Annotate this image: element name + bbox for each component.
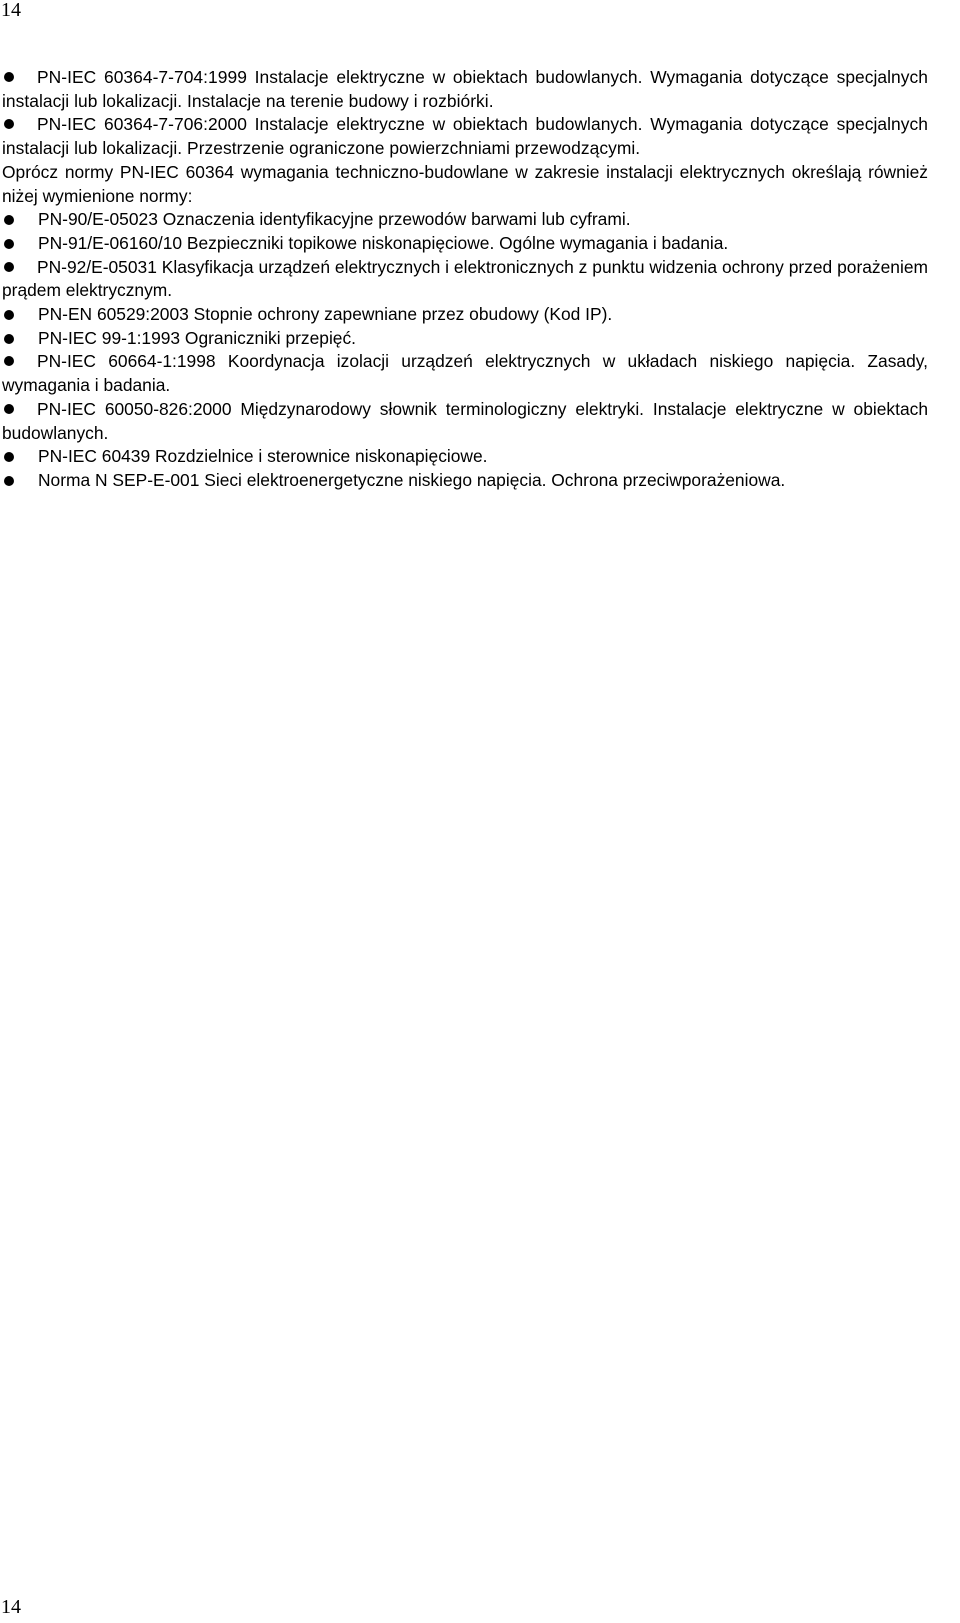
list-item [2,303,928,327]
bullet-icon [4,262,14,272]
bullet-icon [4,476,14,486]
list-item-text: Norma N SEP-E-001 Sieci elektroenergetyczne niskiego napięcia. Ochrona przeciwporażeniowa. [38,469,786,490]
list-item [2,66,928,113]
bullet-icon [4,215,14,225]
list-item [2,398,928,445]
bullet-icon [4,356,14,366]
page-number-bottom: 14 [1,1596,21,1618]
bullet-icon [4,404,14,414]
list-item [2,469,928,493]
list-item-text: PN-IEC 60364-7-706:2000 Instalacje elektryczne w obiektach budowlanych. Wymagania dotyczące specjalnych instalacji lub lokalizacji. Przestrzenie ograniczone powierzchniami przewodzącymi. [2,114,928,159]
bullet-icon [4,334,14,344]
list-item-text: PN-IEC 60050-826:2000 Międzynarodowy słownik terminologiczny elektryki. Instalacje elektryczne w obiektach budowlanych. [2,398,928,443]
bullet-icon [4,239,14,249]
list-item [2,445,928,469]
list-item [2,113,928,160]
page-number-top: 14 [1,0,21,21]
list-item-text: PN-IEC 99-1:1993 Ograniczniki przepięć. [38,327,357,348]
list-item-text: PN-IEC 60364-7-704:1999 Instalacje elektryczne w obiektach budowlanych. Wymagania dotyczące specjalnych instalacji lub lokalizacji. Instalacje na terenie budowy i rozbiórki. [2,67,928,111]
intro-paragraph: Oprócz normy PN-IEC 60364 wymagania techniczno-budowlane w zakresie instalacji elektrycznych określają również niżej wymienione normy: [2,161,928,206]
bullet-icon [4,310,14,320]
list-item [2,256,928,303]
list-item-text: PN-91/E-06160/10 Bezpieczniki topikowe niskonapięciowe. Ogólne wymagania i badania. [38,232,729,253]
list-item [2,232,928,256]
list-item [2,327,928,351]
list-item [2,208,928,232]
list-item-text: PN-EN 60529:2003 Stopnie ochrony zapewniane przez obudowy (Kod IP). [38,304,613,325]
bullet-icon [4,452,14,462]
list-item-text: PN-92/E-05031 Klasyfikacja urządzeń elektrycznych i elektronicznych z punktu widzenia ochrony przed porażeniem prądem elektrycznym. [2,256,928,301]
list-item-text: PN-90/E-05023 Oznaczenia identyfikacyjne przewodów barwami lub cyframi. [38,209,631,230]
bullet-icon [4,72,14,82]
list-item [2,350,928,397]
list-item-text: PN-IEC 60664-1:1998 Koordynacja izolacji urządzeń elektrycznych w układach niskiego napięcia. Zasady, wymagania i badania. [2,351,928,396]
document-body [2,66,928,493]
list-item-text: PN-IEC 60439 Rozdzielnice i sterownice niskonapięciowe. [38,446,488,467]
bullet-icon [4,119,14,129]
